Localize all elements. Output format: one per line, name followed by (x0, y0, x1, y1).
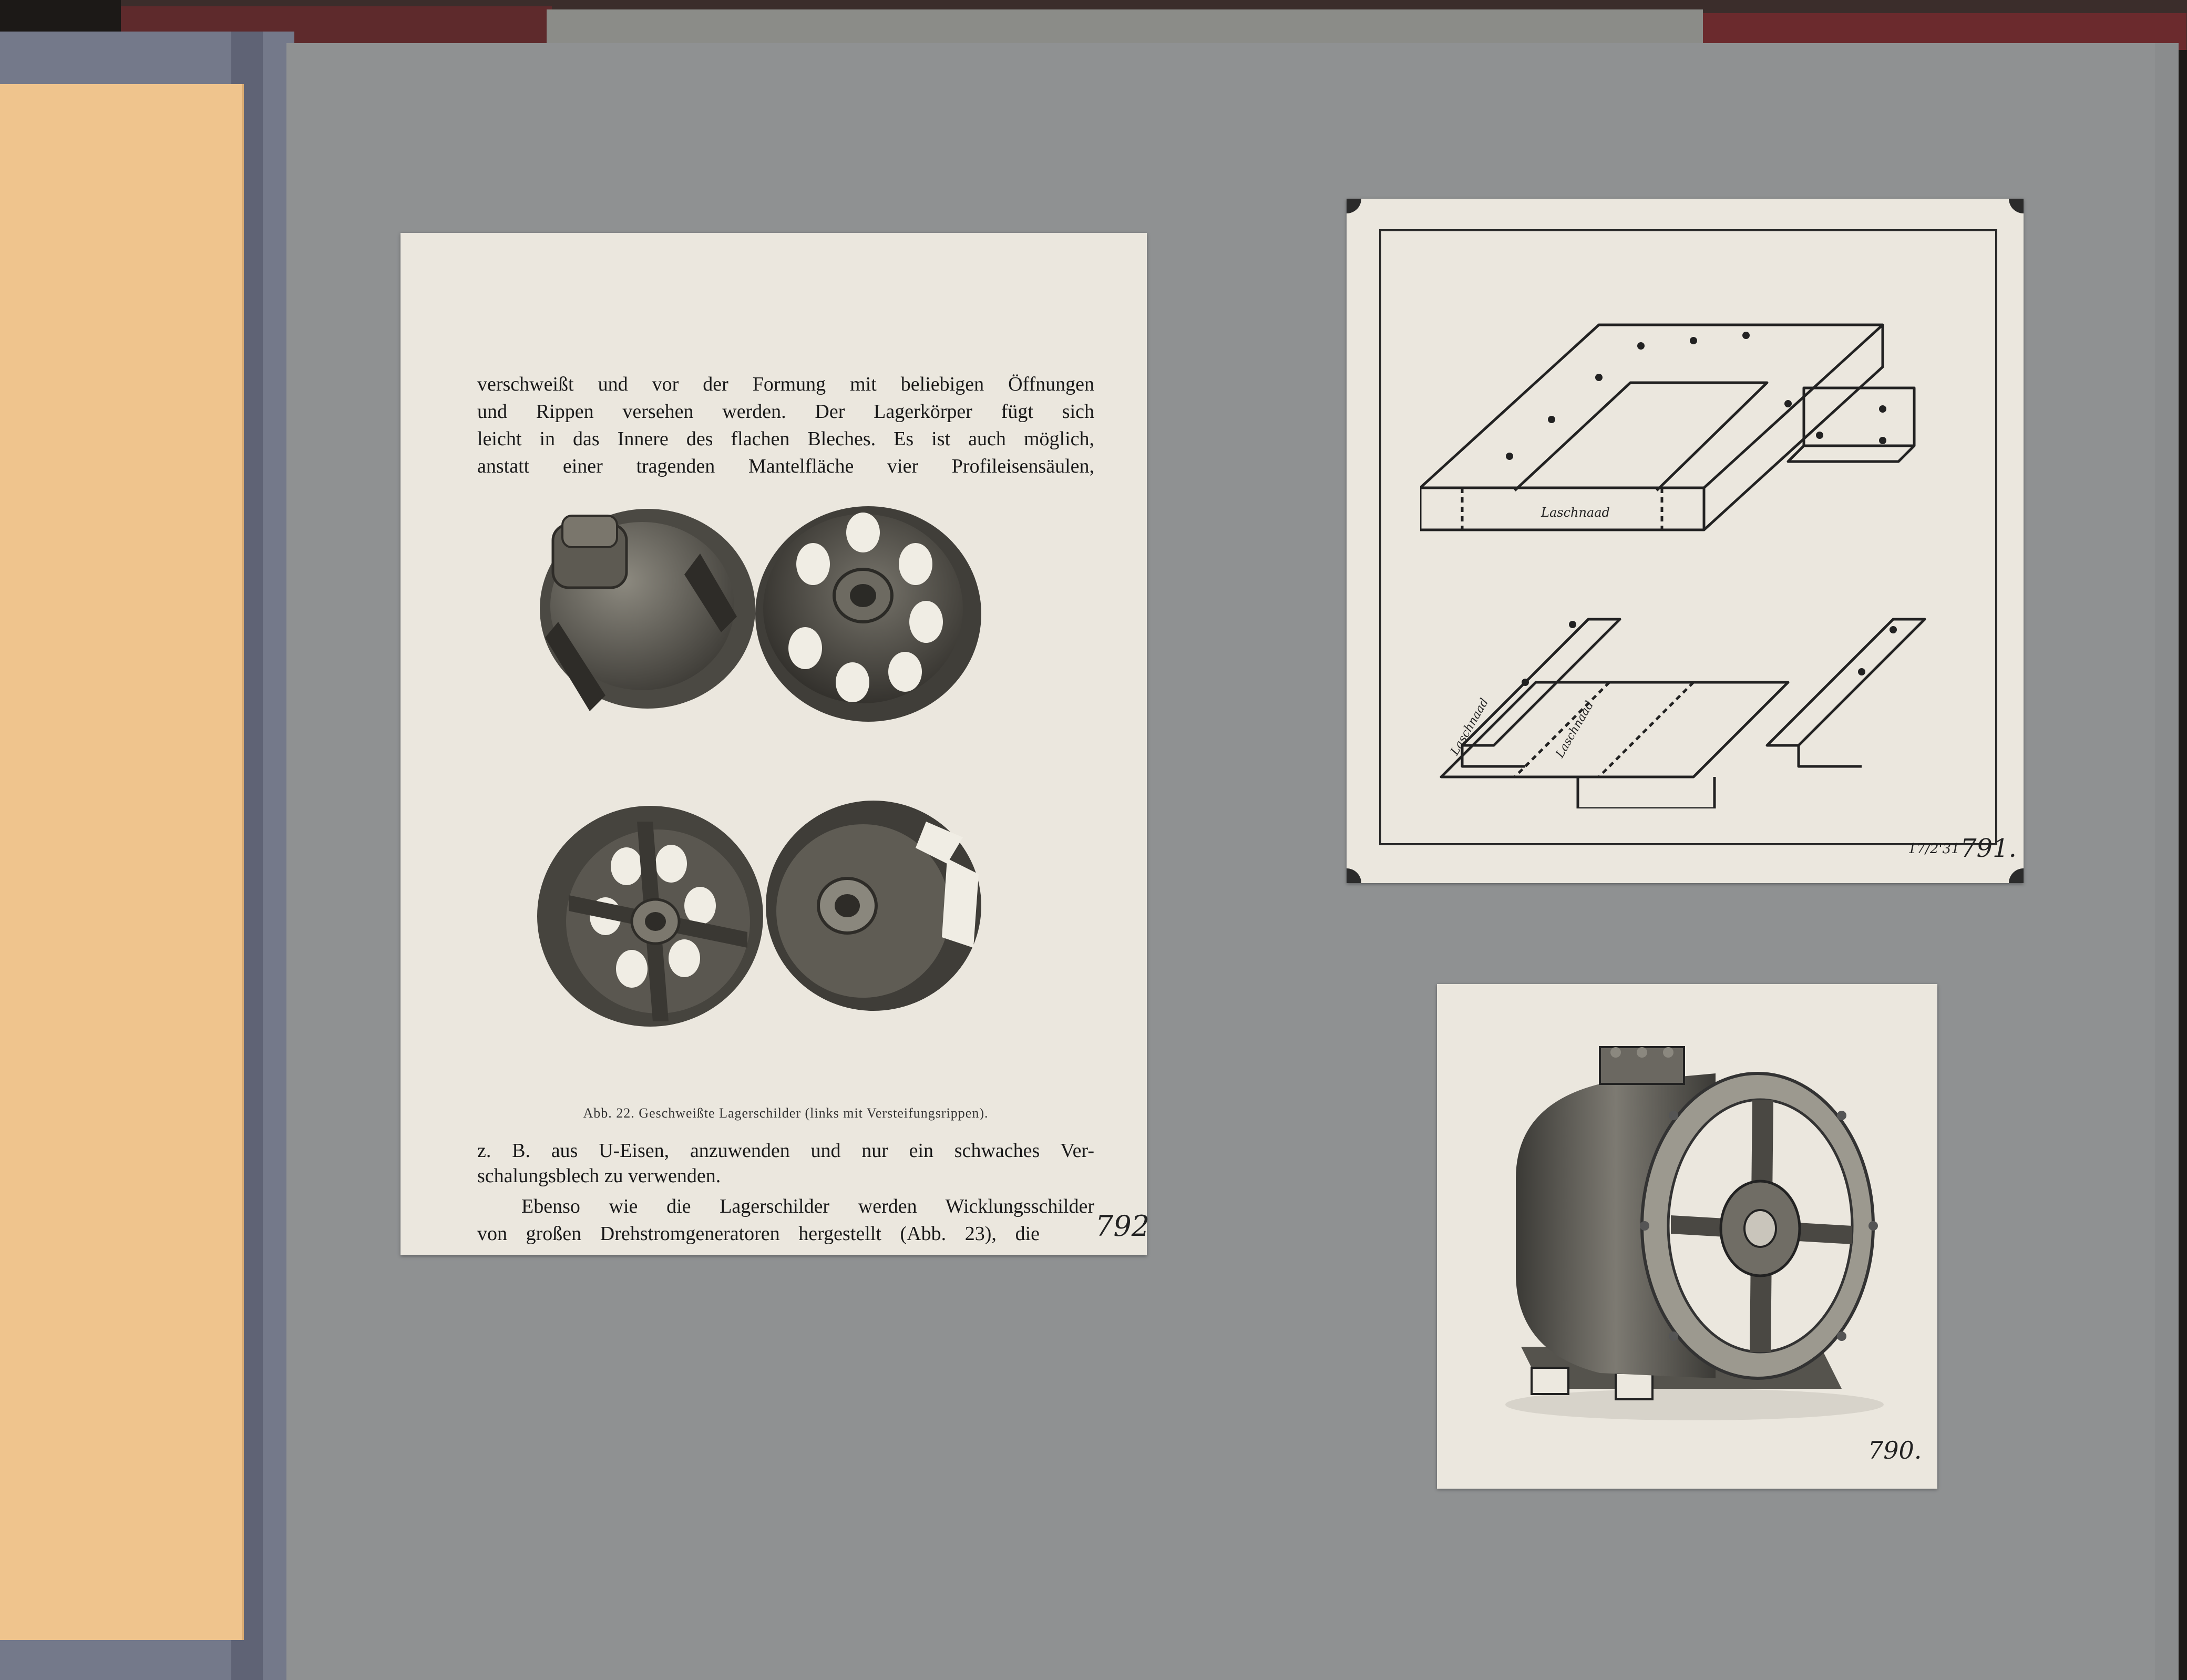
left-page-edge (0, 84, 244, 1640)
text-line: von großen Drehstromgeneratoren hergestellt (Abb. 23), die (477, 1223, 1040, 1245)
print-790-generator (1437, 984, 1937, 1489)
inventory-number: 791. (1960, 834, 2017, 863)
text-line: schalungsblech zu verwenden. (477, 1165, 721, 1187)
photo-corner (2009, 199, 2024, 213)
inventory-number: 790. (1868, 1436, 1922, 1464)
photo-corner (2009, 868, 2024, 883)
drawing-date: 17/2'31 (1908, 841, 1960, 857)
generator-illustration (1495, 1042, 1884, 1420)
print-792-book-page (401, 233, 1150, 1255)
album-page-edge (2155, 43, 2179, 1680)
weld-label: Laschnaad (1448, 696, 1492, 757)
shield-bottom-left (537, 806, 763, 1027)
inventory-number: 792 (1095, 1210, 1150, 1243)
text-line: verschweißt und vor der Formung mit beliebigen Öffnungen (477, 373, 1094, 395)
weld-label: Laschnaad (1553, 699, 1597, 760)
welded-frame-drawing (1420, 283, 1946, 808)
shield-top-right (755, 506, 981, 722)
text-line: Ebenso wie die Lagerschilder werden Wicklungsschilder (521, 1195, 1094, 1217)
text-line: und Rippen versehen werden. Der Lagerkörper fügt sich (477, 401, 1094, 423)
figure-caption: Abb. 22. Geschweißte Lagerschilder (links mit Versteifungsrippen). (583, 1105, 989, 1121)
shield-top-left (540, 509, 755, 711)
print-791-drawing (1347, 199, 2024, 883)
photo-corner (1347, 868, 1361, 883)
text-line: leicht in das Innere des flachen Bleches. Es ist auch möglich, (477, 428, 1094, 450)
shield-bottom-right (766, 801, 981, 1011)
weld-label: Laschnaad (1541, 505, 1610, 520)
text-line: anstatt einer tragenden Mantelfläche vier Profileisensäulen, (477, 455, 1094, 477)
photo-corner (1347, 199, 1361, 213)
text-line: z. B. aus U-Eisen, anzuwenden und nur ein schwaches Ver- (477, 1140, 1094, 1162)
